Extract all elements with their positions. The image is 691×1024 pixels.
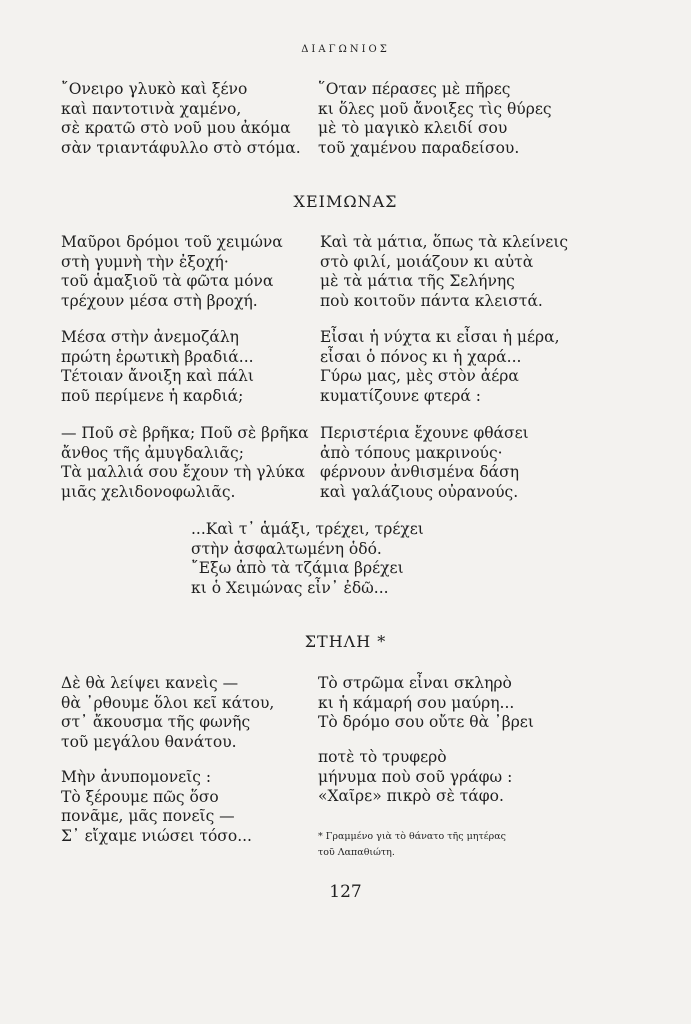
verse-line: Τέτοιαν ἄνοιξη καὶ πάλι [61, 367, 254, 385]
verse-line: μήνυμα ποὺ σοῦ γράφω : [318, 767, 513, 786]
verse-line: ποῦ περίμενε ἡ καρδιά; [61, 386, 244, 405]
verse-line: ...Καὶ τ᾿ ἁμάξι, τρέχει, τρέχει [191, 520, 424, 538]
running-header: ΔΙΑΓΩΝΙΟΣ [301, 44, 390, 55]
verse-line: καὶ παντοτινὰ χαμένο, [61, 99, 242, 118]
verse-line: τοῦ μεγάλου θανάτου. [61, 732, 237, 751]
poem2-stanza-right-1 [318, 674, 534, 733]
verse-line: ποὺ κοιτοῦν πάντα κλειστά. [320, 291, 543, 310]
verse-line: ῎Ονειρο γλυκὸ καὶ ξένο [61, 80, 248, 98]
poem1-stanza-left-3 [61, 424, 309, 502]
verse-line: σὲ κρατῶ στὸ νοῦ μου ἀκόμα [61, 119, 291, 137]
verse-line: Τὰ μαλλιά σου ἔχουν τὴ γλύκα [61, 463, 305, 481]
verse-line: στὴ γυμνὴ τὴν ἐξοχή· [61, 252, 229, 271]
verse-line: τοῦ ἁμαξιοῦ τὰ φῶτα μόνα [61, 272, 274, 290]
verse-line: πονᾶμε, μᾶς πονεῖς — [61, 807, 235, 825]
poem2-stanza-right-2 [318, 748, 512, 807]
verse-line: Καὶ τὰ μάτια, ὅπως τὰ κλείνεις [320, 233, 569, 251]
verse-line: θὰ ᾿ρθουμε ὅλοι κεῖ κάτου, [61, 693, 275, 712]
verse-line: τρέχουν μέσα στὴ βροχή. [61, 291, 258, 310]
verse-line: ποτὲ τὸ τρυφερὸ [318, 748, 447, 766]
verse-line: — Ποῦ σὲ βρῆκα; Ποῦ σὲ βρῆκα [61, 424, 309, 442]
verse-line: ῎Εξω ἀπὸ τὰ τζάμια βρέχει [191, 559, 404, 577]
poem2-stanza-left-2 [61, 768, 252, 846]
verse-line: Γύρω μας, μὲς στὸν ἀέρα [320, 367, 519, 385]
poem1-stanza-left-1 [61, 233, 283, 311]
verse-line: κι ἡ κάμαρή σου μαύρη... [318, 693, 515, 712]
verse-line: πρώτη ἐρωτικὴ βραδιά... [61, 347, 254, 366]
verse-line: Μαῦροι δρόμοι τοῦ χειμώνα [61, 233, 283, 251]
verse-line: Μέσα στὴν ἀνεμοζάλη [61, 328, 239, 346]
poem1-stanza-right-2 [320, 328, 560, 406]
poem-title-xeimonas: ΧΕΙΜΩΝΑΣ [293, 192, 398, 211]
page-number: 127 [329, 882, 362, 902]
verse-line: Σ᾿ εἴχαμε νιώσει τόσο... [61, 826, 252, 845]
footnote-line: * Γραμμένο γιὰ τὸ θάνατο τῆς μητέρας [318, 831, 506, 842]
verse-line: καὶ γαλάζιους οὐρανούς. [320, 482, 519, 501]
footnote-line: τοῦ Λαπαθιώτη. [318, 847, 395, 858]
verse-line: κι ὁ Χειμώνας εἶν᾿ ἐδῶ... [191, 578, 389, 597]
verse-line: μὲ τὰ μάτια τῆς Σελήνης [320, 272, 515, 290]
verse-line: τοῦ χαμένου παραδείσου. [318, 138, 520, 157]
verse-line: Τὸ ξέρουμε πῶς ὅσο [61, 787, 219, 806]
verse-line: ἄνθος τῆς ἀμυγδαλιᾶς; [61, 443, 244, 462]
verse-line: Τὸ στρῶμα εἶναι σκληρὸ [318, 674, 512, 692]
verse-line: μὲ τὸ μαγικὸ κλειδί σου [318, 119, 508, 137]
verse-line: Εἶσαι ἡ νύχτα κι εἶσαι ἡ μέρα, [320, 328, 560, 346]
verse-line: μιᾶς χελιδονοφωλιᾶς. [61, 482, 236, 501]
verse-line: φέρνουν ἀνθισμένα δάση [320, 463, 519, 481]
verse-line: στὴν ἀσφαλτωμένη ὁδό. [191, 539, 382, 558]
poem-title-stili: ΣΤΗΛΗ * [304, 632, 387, 651]
verse-line: Περιστέρια ἔχουνε φθάσει [320, 424, 529, 442]
verse-line: ῞Οταν πέρασες μὲ πῆρες [318, 80, 511, 98]
poem1-stanza-center [191, 520, 424, 598]
poem1-stanza-right-3 [320, 424, 529, 502]
verse-line: Μὴν ἀνυπομονεῖς : [61, 768, 212, 786]
poem2-stanza-left-1 [61, 674, 274, 752]
verse-line: «Χαῖρε» πικρὸ σὲ τάφο. [318, 787, 504, 805]
verse-line: κυματίζουνε φτερά : [320, 386, 482, 405]
verse-line: στὸ φιλί, μοιάζουν κι αὐτὰ [320, 252, 534, 271]
verse-line: Τὸ δρόμο σου οὔτε θὰ ᾿βρει [318, 713, 534, 731]
top-stanza-right [318, 80, 552, 158]
top-stanza-left [61, 80, 301, 158]
footnote [318, 829, 578, 861]
verse-line: Δὲ θὰ λείψει κανεὶς — [61, 674, 239, 692]
verse-line: στ᾿ ἄκουσμα τῆς φωνῆς [61, 713, 251, 731]
poem1-stanza-right-1 [320, 233, 568, 311]
verse-line: σὰν τριαντάφυλλο στὸ στόμα. [61, 138, 301, 157]
verse-line: κι ὅλες μοῦ ἄνοιξες τὶς θύρες [318, 99, 552, 118]
verse-line: ἀπὸ τόπους μακρινούς· [320, 443, 503, 462]
verse-line: εἶσαι ὁ πόνος κι ἡ χαρά... [320, 347, 522, 366]
poem1-stanza-left-2 [61, 328, 254, 406]
